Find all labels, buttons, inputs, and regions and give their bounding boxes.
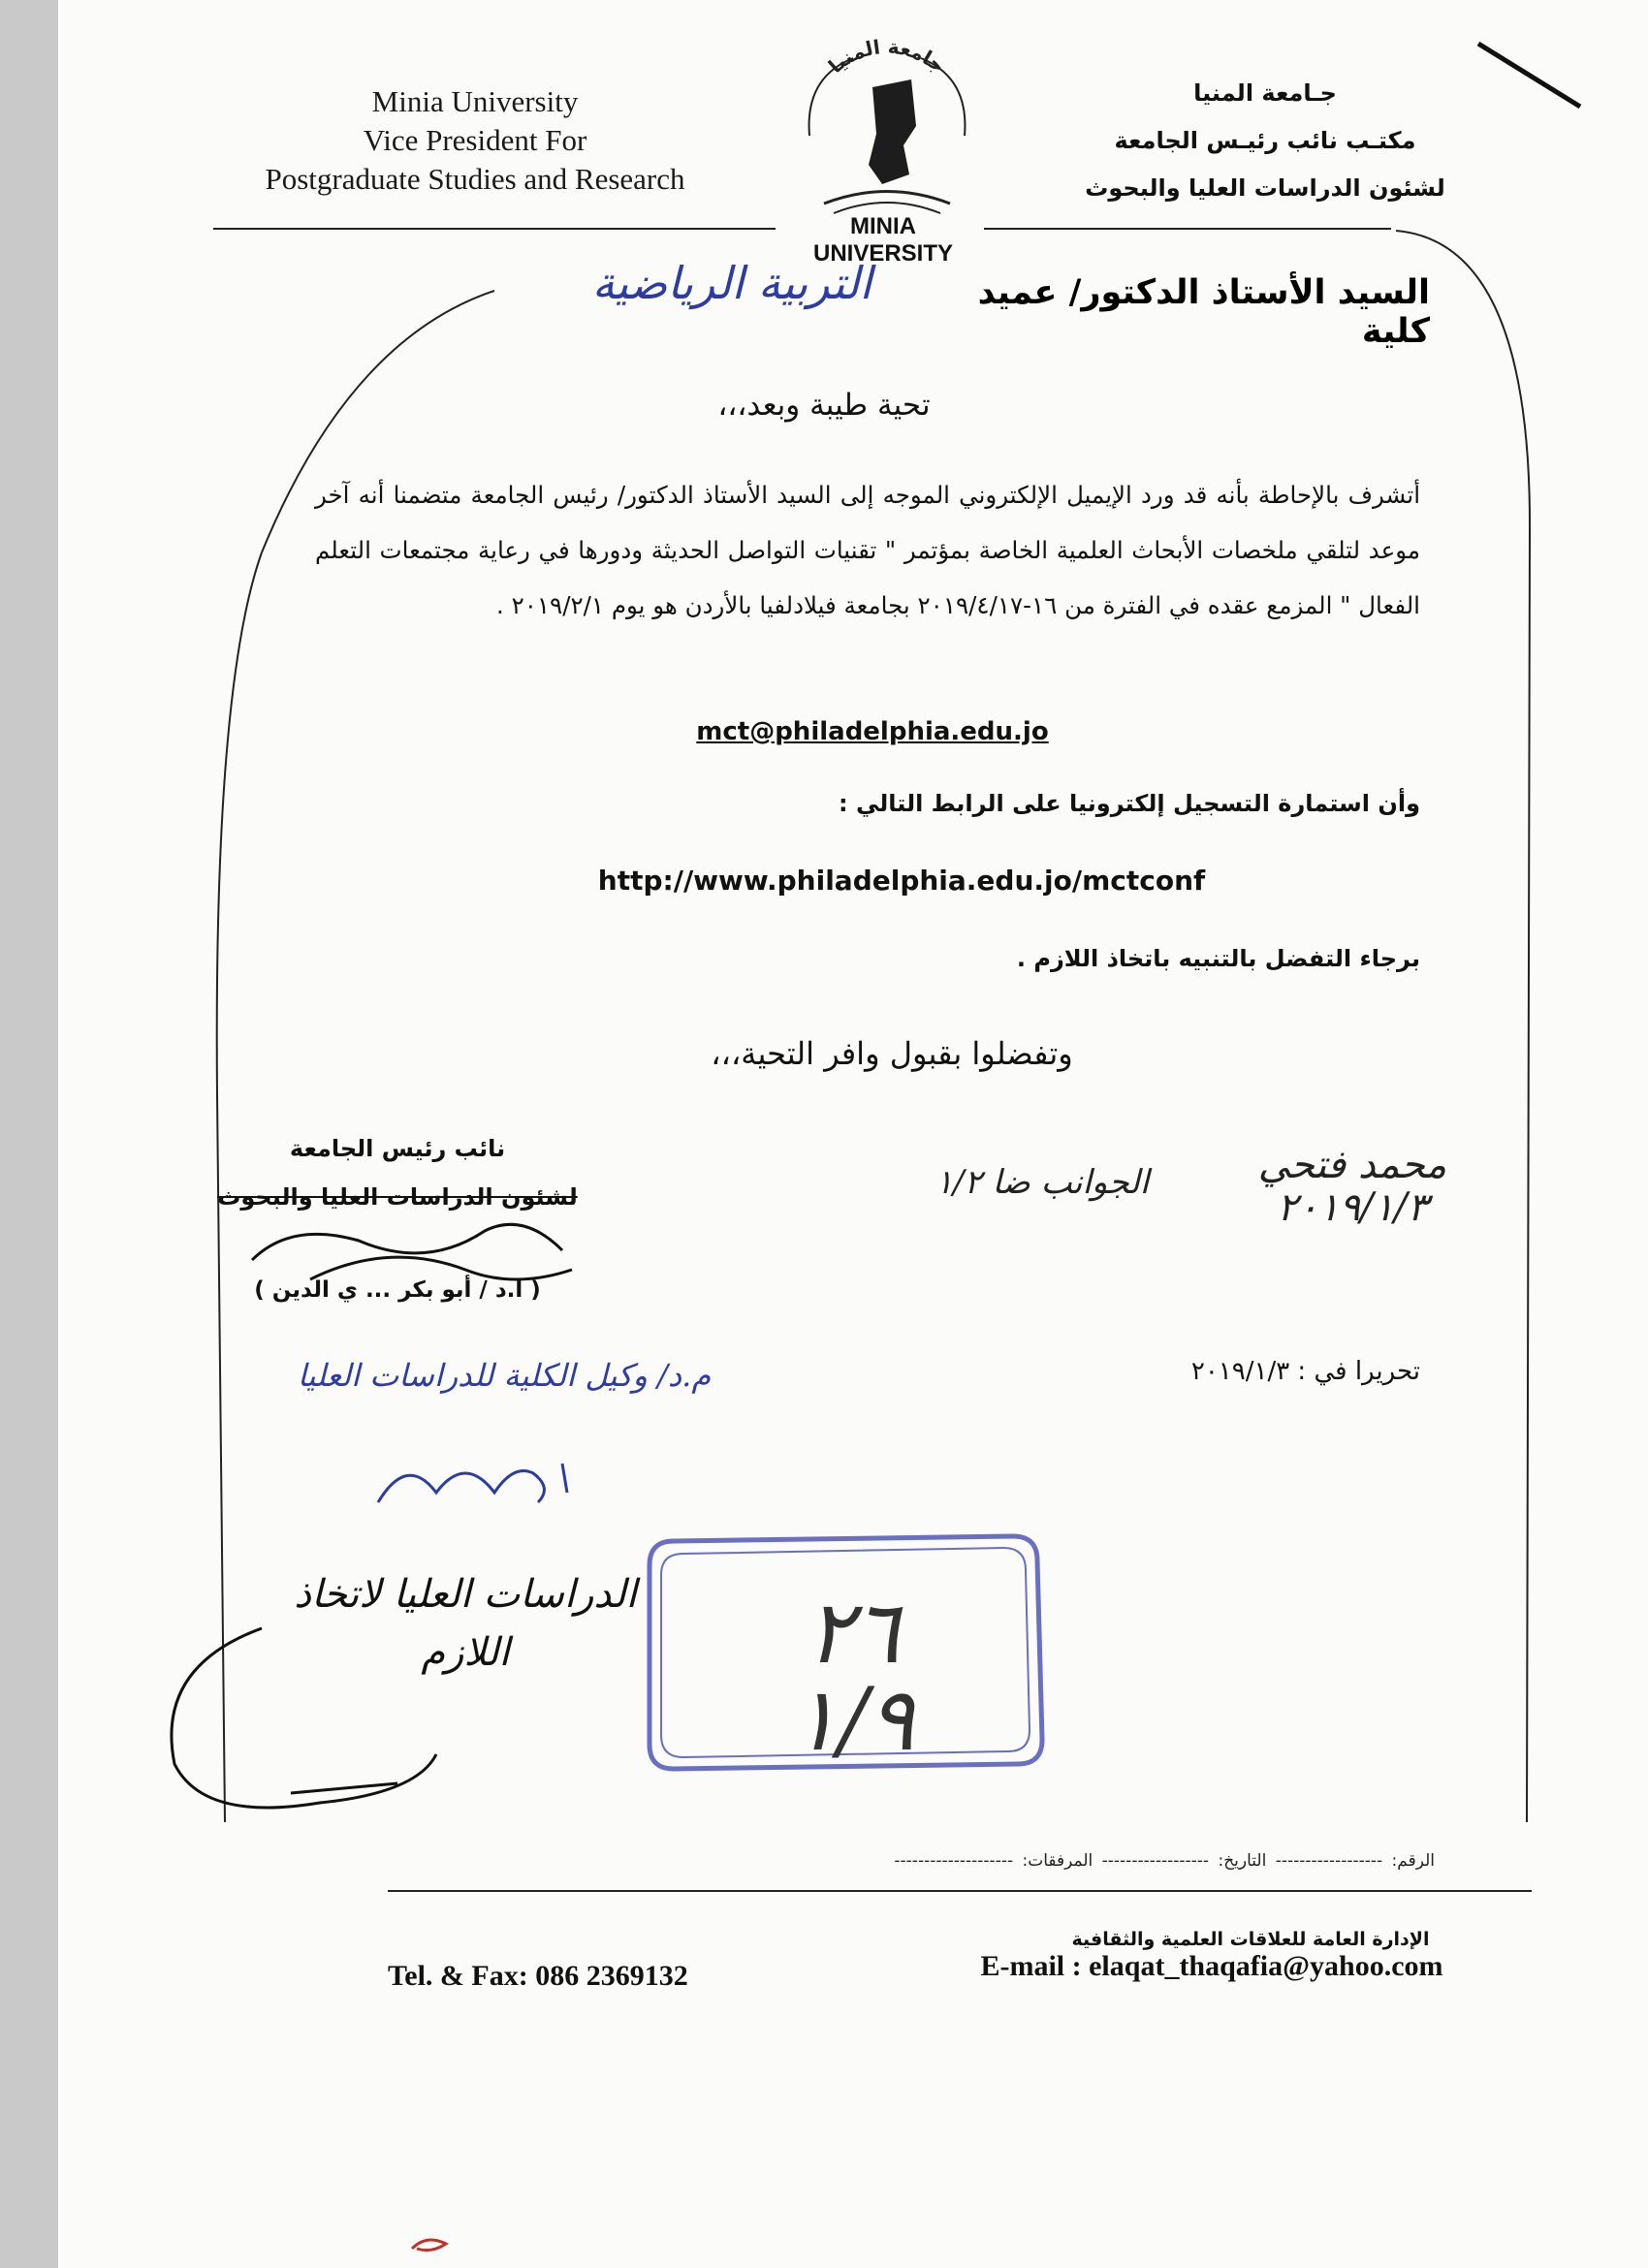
header-ar-line-1: جـامعة المنيا — [1193, 79, 1337, 107]
handwritten-note-bottom: الدراسات العليا لاتخاذ اللازم — [294, 1572, 637, 1675]
vice-dean-handwritten: م.د/ وكيل الكلية للدراسات العليا — [297, 1357, 712, 1394]
header-english — [174, 82, 776, 199]
date-written: تحريرا في : ٢٠١٩/١/٣ — [1190, 1357, 1420, 1386]
footer-rule — [388, 1890, 1532, 1892]
signatory-name: ( ا.د / أبو بكر ... ي الدين ) — [254, 1277, 541, 1303]
addressee: السيد الأستاذ الدكتور/ عميد كلية — [977, 273, 1430, 351]
handwritten-note-right: محمد فتحي ٢٠١٩/١/٣ — [1257, 1143, 1447, 1230]
handwritten-note-middle: الجوانب ضا ١/٢ — [935, 1163, 1150, 1202]
pen-stroke — [1474, 39, 1590, 126]
greeting: تحية طيبة وبعد،،، — [717, 388, 931, 423]
header-ar-line-3: لشئون الدراسات العليا والبحوث — [1085, 174, 1445, 202]
logo-arc-text: جامعة المنيا — [823, 34, 950, 79]
university-logo — [776, 19, 998, 242]
footer-tel-fax: Tel. & Fax: 086 2369132 — [388, 1960, 688, 1992]
registration-line: وأن استمارة التسجيل إلكترونيا على الرابط التالي : — [839, 790, 1420, 817]
registration-url[interactable]: http://www.philadelphia.edu.jo/mctconf — [597, 865, 1206, 897]
closing: وتفضلوا بقبول وافر التحية،،، — [711, 1035, 1073, 1072]
nefertiti-head-icon — [869, 79, 916, 184]
footer-reference-fields: الرقم: ------------------ التاريخ: ------------------ المرفقات: -------------------- — [894, 1851, 1435, 1871]
stamp-handwriting — [679, 1582, 1028, 1771]
header-en-line-3: Postgraduate Studies and Research — [265, 162, 685, 196]
footer-email[interactable]: E-mail : elaqat_thaqafia@yahoo.com — [980, 1950, 1443, 1982]
red-pen-mark — [407, 2229, 456, 2258]
logo-text: MINIA UNIVERSITY — [812, 213, 954, 267]
bottom-signature-scribble — [145, 1609, 553, 1832]
faculty-handwritten: التربية الرياضية — [591, 257, 872, 309]
stamp-date: ١/٩ — [791, 1669, 915, 1771]
header-ar-line-2: مكتـب نائب رئيـس الجامعة — [1114, 127, 1416, 154]
letter-body: أتشرف بالإحاطة بأنه قد ورد الإيميل الإلكتروني الموجه إلى السيد الأستاذ الدكتور/ رئيس الجامعة متضمنا أنه آخر موعد لتلقي ملخصات الأبحاث العلمية الخاصة بمؤتمر " تقنيات التواصل الحديثة ودورها في رعاية مجتمعات التعلم الفعال " المزمع عقده في الفترة من ١٦-٢٠١٩/٤/١٧ بجامعة فيلادلفيا بالأردن هو يوم ٢٠١٩/٢/١ . — [315, 481, 1420, 619]
signature-title-line-1: نائب رئيس الجامعة — [289, 1135, 506, 1162]
footer-department: الإدارة العامة للعلاقات العلمية والثقافية — [1071, 1929, 1430, 1950]
header-arabic — [1047, 70, 1483, 212]
stamp-number: ٢٦ — [806, 1582, 901, 1684]
signature-title-line-2: لشئون الدراسات العليا والبحوث — [217, 1183, 578, 1211]
vice-dean-signature — [368, 1434, 601, 1522]
request-line: برجاء التفضل بالتنبيه باتخاذ اللازم . — [1016, 945, 1420, 972]
header-en-line-2: Vice President For — [363, 123, 587, 157]
conference-email[interactable]: mct@philadelphia.edu.jo — [696, 717, 1049, 746]
header-en-line-1: Minia University — [371, 84, 579, 118]
